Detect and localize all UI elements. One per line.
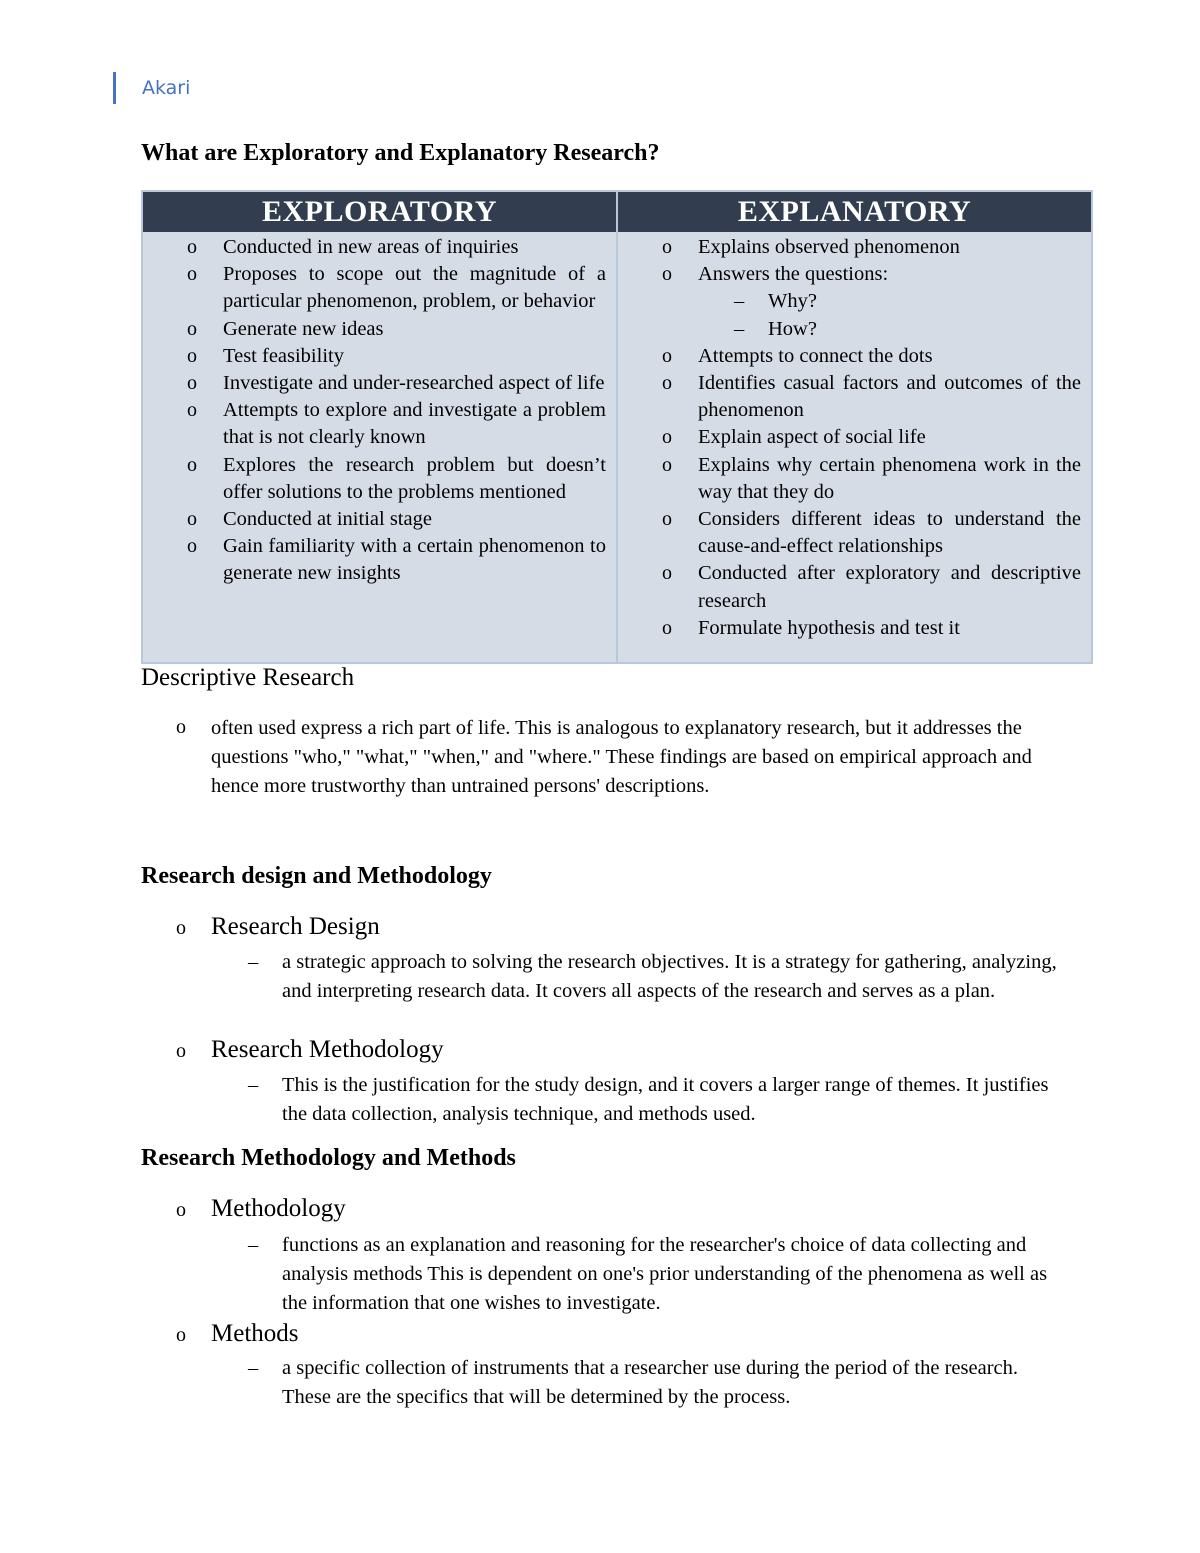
explanatory-list xyxy=(618,234,1091,642)
list-item xyxy=(618,560,1091,614)
table-header-row xyxy=(143,192,1091,232)
column-heading-exploratory: EXPLORATORY xyxy=(261,195,498,228)
dash-bullet: – xyxy=(248,951,259,973)
bullet: o xyxy=(176,1040,186,1062)
design-item xyxy=(176,913,380,941)
detail-text: a strategic approach to solving the research objectives. It is a strategy for gathering, analyzing, and interpreting research data. It covers all aspects of the research and serves as a plan. xyxy=(282,951,1057,1002)
bullet: o xyxy=(662,562,672,585)
page-title: What are Exploratory and Explanatory Research? xyxy=(141,140,660,166)
list-item xyxy=(143,397,616,451)
exploratory-column xyxy=(143,232,616,662)
bullet: o xyxy=(662,372,672,395)
list-item-text: Gain familiarity with a certain phenomenon to generate new insights xyxy=(223,535,606,585)
list-item xyxy=(143,234,616,261)
list-item xyxy=(143,261,616,315)
list-item-text: Investigate and under-researched aspect of life xyxy=(223,372,605,395)
descriptive-text: often used express a rich part of life. This is analogous to explanatory research, but it addresses the questions "who," "what," "when," and "where." These findings are based on empirical approach and hence more trustworthy than untrained persons' descriptions. xyxy=(211,717,1032,797)
design-item-detail xyxy=(248,1071,1068,1129)
list-item-text: Generate new ideas xyxy=(223,317,384,340)
list-item xyxy=(618,261,1091,343)
dash-bullet: – xyxy=(248,1357,259,1379)
methods-item xyxy=(176,1195,346,1223)
list-item xyxy=(618,615,1091,642)
list-item xyxy=(618,452,1091,506)
list-item-text: Conducted after exploratory and descriptive research xyxy=(698,562,1081,612)
list-item xyxy=(618,506,1091,560)
detail-text: a specific collection of instruments that a researcher use during the period of the research. These are the specifics that will be determined by the process. xyxy=(282,1357,1018,1408)
sub-list-item xyxy=(698,316,1081,343)
list-item-text: Test feasibility xyxy=(223,344,344,367)
design-item-detail xyxy=(248,948,1068,1006)
list-item-text: Conducted in new areas of inquiries xyxy=(223,236,519,258)
bullet: o xyxy=(662,616,672,639)
list-item xyxy=(618,343,1091,370)
bullet: o xyxy=(187,372,197,395)
table-body-row xyxy=(143,232,1091,662)
list-item-text: Answers the questions: xyxy=(698,263,889,286)
methods-heading: Research Methodology and Methods xyxy=(141,1145,516,1171)
list-item-text: Explain aspect of social life xyxy=(698,426,926,449)
bullet: o xyxy=(187,236,197,258)
list-item xyxy=(143,316,616,343)
exploratory-list xyxy=(143,234,616,588)
bullet: o xyxy=(187,317,197,340)
bullet: o xyxy=(187,399,197,422)
list-item-text: Explores the research problem but doesn’t offer solutions to the problems mentioned xyxy=(223,453,606,503)
methods-item-label: Methods xyxy=(211,1320,299,1347)
design-item-label: Research Design xyxy=(211,913,380,940)
list-item xyxy=(143,533,616,587)
methods-item-detail xyxy=(248,1354,1068,1412)
descriptive-heading: Descriptive Research xyxy=(141,664,355,691)
list-item xyxy=(618,424,1091,451)
methods-item-detail xyxy=(248,1231,1068,1318)
column-heading-explanatory: EXPLANATORY xyxy=(616,192,1091,232)
list-item xyxy=(143,343,616,370)
bullet: o xyxy=(176,1199,186,1221)
list-item-text: Identifies casual factors and outcomes of the phenomenon xyxy=(698,372,1081,422)
dash-bullet: – xyxy=(734,317,745,340)
explanatory-column xyxy=(616,232,1091,662)
list-item-text: Explains observed phenomenon xyxy=(698,236,960,258)
list-item xyxy=(143,452,616,506)
bullet: o xyxy=(662,426,672,449)
bullet: o xyxy=(187,453,197,476)
bullet: o xyxy=(662,263,672,286)
bullet: o xyxy=(176,1324,186,1346)
sub-item-text: Why? xyxy=(768,290,817,313)
dash-bullet: – xyxy=(734,290,745,313)
bullet: o xyxy=(176,917,186,939)
detail-text: functions as an explanation and reasoning for the researcher's choice of data collecting and analysis methods This is dependent on one's prior understanding of the phenomena as well as the information that one wishes to investigate. xyxy=(282,1234,1048,1314)
sub-list-item xyxy=(698,288,1081,315)
list-item-text: Considers different ideas to understand the cause-and-effect relationships xyxy=(698,508,1081,558)
comparison-table xyxy=(141,190,1093,664)
bullet: o xyxy=(662,344,672,367)
list-item-text: Explains why certain phenomena work in the way that they do xyxy=(698,453,1081,503)
bullet: o xyxy=(187,344,197,367)
design-item-label: Research Methodology xyxy=(211,1036,444,1063)
header-author-name: Akari xyxy=(142,77,191,99)
detail-text: This is the justification for the study design, and it covers a larger range of themes. It justifies the data collection, analysis technique, and methods used. xyxy=(282,1074,1049,1125)
list-item xyxy=(143,506,616,533)
dash-bullet: – xyxy=(248,1074,259,1096)
bullet: o xyxy=(187,263,197,286)
list-item-text: Proposes to scope out the magnitude of a particular phenomenon, problem, or behavior xyxy=(223,263,606,313)
dash-bullet: – xyxy=(248,1234,259,1256)
list-item-text: Attempts to explore and investigate a problem that is not clearly known xyxy=(223,399,606,449)
design-item xyxy=(176,1036,444,1064)
methods-item-label: Methodology xyxy=(211,1195,346,1222)
bullet: o xyxy=(662,508,672,531)
list-item-text: Attempts to connect the dots xyxy=(698,344,933,367)
list-item-text: Conducted at initial stage xyxy=(223,508,432,531)
bullet: o xyxy=(187,535,197,558)
list-item xyxy=(618,370,1091,424)
list-item xyxy=(143,370,616,397)
methods-item xyxy=(176,1320,299,1348)
design-heading: Research design and Methodology xyxy=(141,863,492,889)
page-header xyxy=(113,72,190,104)
bullet: o xyxy=(187,508,197,531)
header-accent-bar xyxy=(113,72,116,104)
sub-item-text: How? xyxy=(768,317,817,340)
list-item xyxy=(618,234,1091,261)
bullet: o xyxy=(662,236,672,258)
bullet: o xyxy=(176,716,186,738)
list-item-text: Formulate hypothesis and test it xyxy=(698,616,960,639)
sub-list xyxy=(698,288,1081,342)
bullet: o xyxy=(662,453,672,476)
